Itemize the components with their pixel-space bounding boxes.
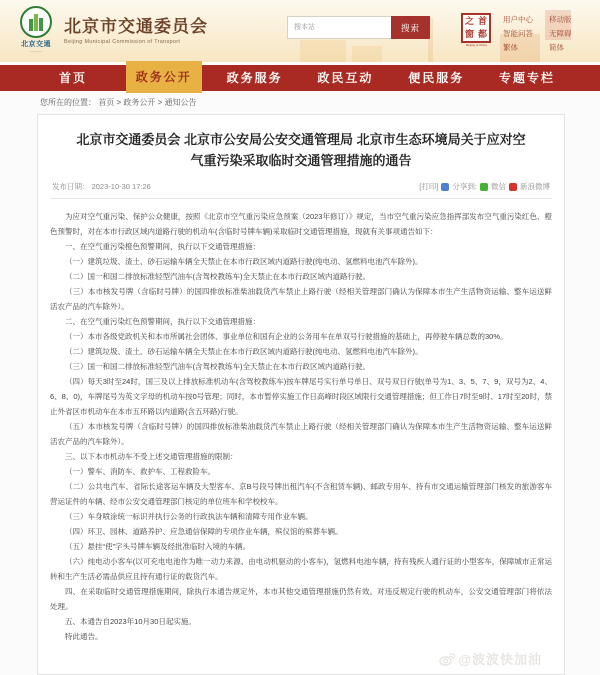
site-title-en: Beijing Municipal Commission of Transport [64, 39, 181, 45]
article-paragraph: （一）警车、消防车、救护车、工程救险车。 [65, 467, 215, 476]
quick-link[interactable]: 简体 [549, 43, 564, 52]
article-paragraph: （一）建筑垃圾、渣土、砂石运输车辆全天禁止在本市行政区域内道路行驶(纯电动、氢燃料电池汽车除外)。 [65, 257, 423, 266]
share-label: 分享到: [452, 182, 477, 191]
share-wechat-button[interactable]: 微信 [491, 182, 506, 191]
article-paragraph: （一）本市各级党政机关和本市所属社会团体、事业单位和国有企业的公务用车在单双号行驶措施的基础上，再停驶车辆总数的30%。 [65, 332, 508, 341]
article-body [48, 207, 554, 644]
search-input[interactable] [287, 16, 391, 39]
quick-link[interactable]: 用户中心 [503, 15, 533, 24]
site-title [64, 6, 208, 45]
nav-tab-special[interactable]: 专题专栏 [498, 71, 555, 85]
nav-tab-convenience[interactable]: 便民服务 [408, 71, 465, 85]
weibo-watermark-text: @波波快加油 [458, 652, 542, 667]
weibo-watermark [439, 649, 542, 668]
site-logo[interactable] [16, 6, 208, 53]
breadcrumb-prefix: 您所在的位置： [40, 98, 96, 107]
capital-window-stamp-icon [461, 13, 491, 43]
article-paragraph: （五）悬挂“使”字头号牌车辆及经批准临时入境的车辆。 [65, 542, 250, 551]
capital-window-stamp[interactable] [461, 13, 492, 47]
quick-link[interactable]: 繁体 [503, 43, 518, 52]
article-paragraph: 三、以下本市机动车不受上述交通管理措施的限制： [65, 452, 238, 461]
logo-tiny-caption: ————— [29, 49, 43, 53]
site-search [287, 16, 430, 39]
article-paragraph: 五、本通告自2023年10月30日起实施。 [65, 617, 196, 626]
article-paragraph: 四、在采取临时交通管理措施期间，除执行本通告规定外，本市其他交通管理措施仍然有效。对违反规定行驶的机动车，公安交通管理部门将依法处理。 [50, 587, 552, 611]
article-paragraph: （三）车身喷涂统一标识并执行公务的行政执法车辆和清障专用作业车辆。 [65, 512, 313, 521]
share-toolbar [419, 181, 550, 192]
main-nav [0, 65, 600, 91]
main-nav-bar [0, 65, 600, 91]
quick-link[interactable]: 智能问答 [503, 29, 533, 38]
stamp-char: 都 [477, 29, 487, 39]
breadcrumb-path[interactable]: 首页 > 政务公开 > 通知公告 [98, 98, 197, 107]
article-container [37, 114, 565, 675]
article-paragraph: （五）本市核发号牌（含临时号牌）的国四排放标准柴油载货汽车禁止上路行驶（经相关管理部门确认为保障本市生产生活物资运输、整车运送鲜活农产品的汽车除外）。 [50, 422, 552, 446]
stamp-char: 窗 [464, 29, 474, 39]
nav-tab-gov-info[interactable]: 政务公开 [126, 61, 202, 93]
skyline-decoration [352, 46, 382, 62]
title-divider [50, 198, 552, 199]
article-paragraph: （六）纯电动小客车(以可充电电池作为唯一动力来源、由电动机驱动的小客车)，氢燃料电池车辆，持有残疾人通行证的小型客车，保障城市正常运转和生产生活必需品供应且持有通行证的载货汽车。 [50, 557, 552, 581]
breadcrumb [0, 91, 600, 112]
search-button[interactable]: 搜索 [391, 16, 430, 39]
wechat-icon[interactable] [480, 183, 488, 191]
article-paragraph: （三）本市核发号牌（含临时号牌）的国四排放标准柴油载货汽车禁止上路行驶（经相关管理部门确认为保障本市生产生活物资运输、整车运送鲜活农产品的汽车除外）。 [50, 287, 552, 311]
article-title: 北京市交通委员会 北京市公安局公安交通管理局 北京市生态环境局关于应对空气重污染采取临时交通管理措施的通告 [76, 132, 526, 168]
weibo-icon[interactable] [509, 183, 517, 191]
article-meta [48, 179, 554, 198]
article-paragraph: 特此通告。 [65, 632, 103, 641]
header-banner [0, 0, 600, 62]
article-paragraph: 一、在空气重污染橙色预警期间，执行以下交通管理措施： [65, 242, 260, 251]
article-paragraph: （三）国一和国二排放标准轻型汽油车(含驾校教练车)全天禁止在本市行政区域内道路行驶。 [65, 362, 370, 371]
logo-short-name: 北京交通 [21, 41, 51, 48]
article-paragraph: （二）国一和国二排放标准轻型汽油车(含驾校教练车)全天禁止在本市行政区域内道路行驶。 [65, 272, 370, 281]
article-paragraph: 二、在空气重污染红色预警期间，执行以下交通管理措施： [65, 317, 260, 326]
transport-logo-icon [20, 6, 52, 38]
quick-links-col1 [503, 14, 533, 53]
stamp-char: 首 [477, 16, 487, 26]
publish-date-group [52, 181, 151, 192]
stamp-caption: Beijing of China [466, 43, 487, 47]
article-paragraph: （二）公共电汽车、省际长途客运车辆及大型客车、京B号段号牌出租汽车(不含租赁车辆)、邮政专用车、持有市交通运输管理部门核发的旅游客车营运证件的车辆、经市公安交通管理部门核定的单位班车和学校校车。 [50, 482, 552, 506]
logo-emblem [16, 6, 56, 53]
header-quick-links [503, 14, 572, 53]
skyline-decoration [300, 40, 346, 62]
stamp-char: 之 [464, 16, 474, 26]
nav-tab-interaction[interactable]: 政民互动 [317, 71, 374, 85]
quick-links-col2 [549, 14, 572, 53]
share-weibo-button[interactable]: 新浪微博 [520, 182, 550, 191]
quick-link[interactable]: 无障碍 [549, 29, 572, 38]
print-button[interactable]: [打印] [419, 182, 439, 191]
quick-link[interactable]: 移动版 [549, 15, 572, 24]
weibo-watermark-icon [439, 652, 455, 666]
article-paragraph: 为应对空气重污染、保护公众健康，按照《北京市空气重污染应急预案（2023年修订）》规定，当市空气重污染应急指挥部发布空气重污染红色、橙色预警时，对在本市行政区域内道路行驶的机动车(含临时号牌车辆)采取临时交通管理措施，现就有关事项通告如下： [50, 212, 552, 236]
nav-tab-home[interactable]: 首页 [58, 71, 87, 85]
site-title-cn: 北京市交通委员会 [64, 17, 208, 36]
publish-date-value: 2023-10-30 17:26 [91, 182, 151, 191]
article-paragraph: （四）每天3时至24时，国三及以上排放标准机动车(含驾校教练车)按车牌尾号实行单号单日、双号双日行驶(单号为1、3、5、7、9，双号为2、4、6、8、0)，车牌尾号为英文字母的机动车按0号管理；同时，本市暂停实施工作日高峰时段区域限行交通管理措施；但工作日7时至9时、17时至20时，禁止外省区市机动车在本市五环路以内道路(含五环路)行驶。 [50, 377, 552, 416]
article-paragraph: （四）环卫、园林、道路养护、应急通信保障的专项作业车辆，殡仪馆的殡葬车辆。 [65, 527, 343, 536]
article-paragraph: （二）建筑垃圾、渣土、砂石运输车辆全天禁止在本市行政区域内道路行驶(纯电动、氢燃料电池汽车除外)。 [65, 347, 423, 356]
printer-icon[interactable] [441, 183, 449, 191]
publish-date-label: 发布日期： [52, 182, 90, 191]
nav-tab-gov-service[interactable]: 政务服务 [226, 71, 283, 85]
